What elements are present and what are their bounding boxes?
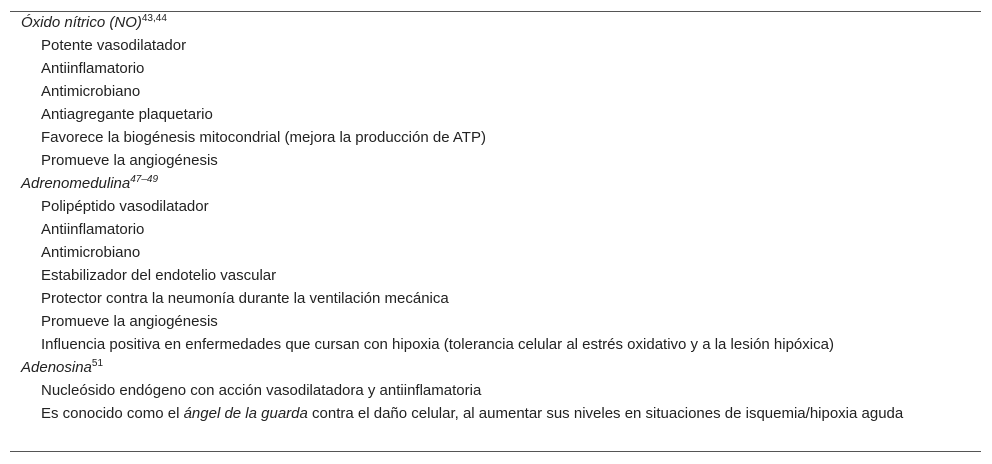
item-text-before: Es conocido como el	[41, 405, 184, 422]
reference-superscript: 51	[91, 358, 104, 369]
list-item: Promueve la angiogénesis	[41, 152, 218, 169]
list-item: Estabilizador del endotelio vascular	[41, 267, 277, 284]
list-item: Antiagregante plaquetario	[41, 106, 213, 123]
list-item: Antimicrobiano	[41, 83, 141, 100]
list-item: Potente vasodilatador	[41, 37, 187, 54]
heading-text: Adenosina	[21, 359, 92, 376]
reference-superscript: 47–49	[130, 174, 159, 185]
list-item: Nucleósido endógeno con acción vasodilatadora y antiinflamatoria	[41, 382, 482, 399]
list-item: Influencia positiva en enfermedades que cursan con hipoxia (tolerancia celular al estrés oxidativo y a la lesión hipóxica)	[41, 336, 834, 353]
section-heading-adenosine	[21, 356, 103, 379]
heading-text: Adrenomedulina	[21, 175, 131, 192]
reference-superscript: 43,44	[141, 13, 167, 24]
item-emphasis: ángel de la guarda	[183, 405, 308, 422]
list-item: Antiinflamatorio	[41, 221, 145, 238]
list-item: Favorece la biogénesis mitocondrial (mejora la producción de ATP)	[41, 129, 486, 146]
list-item: Polipéptido vasodilatador	[41, 198, 209, 215]
list-item: Protector contra la neumonía durante la ventilación mecánica	[41, 290, 449, 307]
section-heading-adrenomedullin	[21, 172, 158, 195]
section-heading-nitric-oxide	[21, 11, 167, 34]
heading-text: Óxido nítrico (NO)	[21, 14, 142, 31]
list-item: Antimicrobiano	[41, 244, 141, 261]
list-item: Antiinflamatorio	[41, 60, 145, 77]
list-item-guardian-angel	[21, 402, 931, 425]
item-text-after: contra el daño celular, al aumentar sus niveles en situaciones de isquemia/hipoxia aguda	[307, 405, 904, 422]
list-item: Promueve la angiogénesis	[41, 313, 218, 330]
